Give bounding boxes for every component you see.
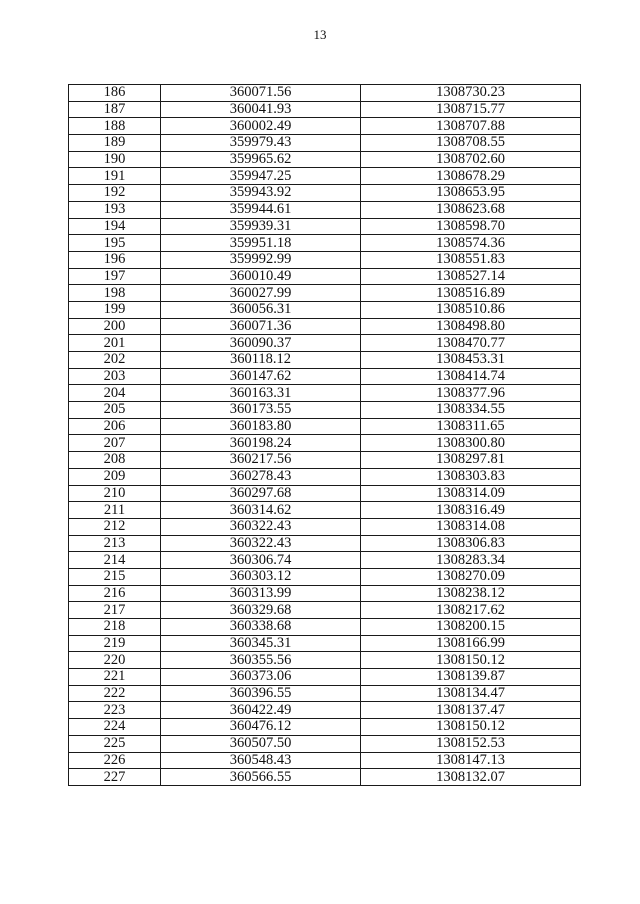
point-number-cell: 203	[69, 368, 161, 385]
y-coordinate-cell: 1308414.74	[361, 368, 581, 385]
x-coordinate-cell: 360507.50	[161, 735, 361, 752]
x-coordinate-cell: 360147.62	[161, 368, 361, 385]
y-coordinate-cell: 1308551.83	[361, 251, 581, 268]
y-coordinate-cell: 1308150.12	[361, 719, 581, 736]
y-coordinate-cell: 1308715.77	[361, 101, 581, 118]
point-number-cell: 223	[69, 702, 161, 719]
point-number-cell: 213	[69, 535, 161, 552]
point-number-cell: 187	[69, 101, 161, 118]
x-coordinate-cell: 360329.68	[161, 602, 361, 619]
x-coordinate-cell: 360198.24	[161, 435, 361, 452]
y-coordinate-cell: 1308200.15	[361, 619, 581, 636]
x-coordinate-cell: 360071.36	[161, 318, 361, 335]
x-coordinate-cell: 360422.49	[161, 702, 361, 719]
x-coordinate-cell: 359939.31	[161, 218, 361, 235]
y-coordinate-cell: 1308453.31	[361, 352, 581, 369]
table-row	[69, 752, 581, 769]
x-coordinate-cell: 360322.43	[161, 535, 361, 552]
point-number-cell: 218	[69, 619, 161, 636]
x-coordinate-cell: 359965.62	[161, 151, 361, 168]
y-coordinate-cell: 1308311.65	[361, 418, 581, 435]
point-number-cell: 219	[69, 635, 161, 652]
x-coordinate-cell: 360355.56	[161, 652, 361, 669]
table-row	[69, 352, 581, 369]
point-number-cell: 194	[69, 218, 161, 235]
y-coordinate-cell: 1308238.12	[361, 585, 581, 602]
y-coordinate-cell: 1308137.47	[361, 702, 581, 719]
table-row	[69, 301, 581, 318]
x-coordinate-cell: 360056.31	[161, 301, 361, 318]
y-coordinate-cell: 1308134.47	[361, 685, 581, 702]
x-coordinate-cell: 359951.18	[161, 235, 361, 252]
y-coordinate-cell: 1308303.83	[361, 468, 581, 485]
x-coordinate-cell: 360173.55	[161, 402, 361, 419]
table-row	[69, 335, 581, 352]
x-coordinate-cell: 360217.56	[161, 452, 361, 469]
x-coordinate-cell: 360313.99	[161, 585, 361, 602]
y-coordinate-cell: 1308300.80	[361, 435, 581, 452]
x-coordinate-cell: 359992.99	[161, 251, 361, 268]
point-number-cell: 189	[69, 135, 161, 152]
table-row	[69, 568, 581, 585]
point-number-cell: 192	[69, 185, 161, 202]
y-coordinate-cell: 1308510.86	[361, 301, 581, 318]
table-row	[69, 502, 581, 519]
point-number-cell: 224	[69, 719, 161, 736]
table-row	[69, 702, 581, 719]
x-coordinate-cell: 360090.37	[161, 335, 361, 352]
point-number-cell: 205	[69, 402, 161, 419]
x-coordinate-cell: 359943.92	[161, 185, 361, 202]
x-coordinate-cell: 360396.55	[161, 685, 361, 702]
table-row	[69, 769, 581, 786]
coordinates-table	[68, 84, 581, 786]
point-number-cell: 200	[69, 318, 161, 335]
y-coordinate-cell: 1308306.83	[361, 535, 581, 552]
y-coordinate-cell: 1308653.95	[361, 185, 581, 202]
x-coordinate-cell: 360297.68	[161, 485, 361, 502]
y-coordinate-cell: 1308598.70	[361, 218, 581, 235]
table-row	[69, 101, 581, 118]
point-number-cell: 197	[69, 268, 161, 285]
y-coordinate-cell: 1308334.55	[361, 402, 581, 419]
x-coordinate-cell: 360306.74	[161, 552, 361, 569]
point-number-cell: 211	[69, 502, 161, 519]
point-number-cell: 208	[69, 452, 161, 469]
point-number-cell: 206	[69, 418, 161, 435]
table-row	[69, 735, 581, 752]
point-number-cell: 207	[69, 435, 161, 452]
y-coordinate-cell: 1308314.09	[361, 485, 581, 502]
point-number-cell: 221	[69, 669, 161, 686]
point-number-cell: 195	[69, 235, 161, 252]
table-row	[69, 235, 581, 252]
point-number-cell: 202	[69, 352, 161, 369]
table-row	[69, 185, 581, 202]
point-number-cell: 212	[69, 518, 161, 535]
point-number-cell: 227	[69, 769, 161, 786]
x-coordinate-cell: 360027.99	[161, 285, 361, 302]
x-coordinate-cell: 360183.80	[161, 418, 361, 435]
point-number-cell: 198	[69, 285, 161, 302]
table-row	[69, 468, 581, 485]
y-coordinate-cell: 1308702.60	[361, 151, 581, 168]
point-number-cell: 209	[69, 468, 161, 485]
y-coordinate-cell: 1308730.23	[361, 85, 581, 102]
table-row	[69, 669, 581, 686]
point-number-cell: 204	[69, 385, 161, 402]
y-coordinate-cell: 1308623.68	[361, 201, 581, 218]
y-coordinate-cell: 1308150.12	[361, 652, 581, 669]
point-number-cell: 190	[69, 151, 161, 168]
table-row	[69, 285, 581, 302]
table-row	[69, 585, 581, 602]
table-row	[69, 251, 581, 268]
table-row	[69, 719, 581, 736]
table-row	[69, 485, 581, 502]
point-number-cell: 201	[69, 335, 161, 352]
table-row	[69, 118, 581, 135]
y-coordinate-cell: 1308217.62	[361, 602, 581, 619]
table-row	[69, 368, 581, 385]
x-coordinate-cell: 360373.06	[161, 669, 361, 686]
x-coordinate-cell: 360002.49	[161, 118, 361, 135]
x-coordinate-cell: 360548.43	[161, 752, 361, 769]
point-number-cell: 216	[69, 585, 161, 602]
x-coordinate-cell: 359979.43	[161, 135, 361, 152]
x-coordinate-cell: 360566.55	[161, 769, 361, 786]
y-coordinate-cell: 1308152.53	[361, 735, 581, 752]
table-row	[69, 318, 581, 335]
x-coordinate-cell: 360163.31	[161, 385, 361, 402]
table-row	[69, 418, 581, 435]
table-row	[69, 635, 581, 652]
point-number-cell: 215	[69, 568, 161, 585]
y-coordinate-cell: 1308678.29	[361, 168, 581, 185]
table-row	[69, 619, 581, 636]
y-coordinate-cell: 1308498.80	[361, 318, 581, 335]
x-coordinate-cell: 360322.43	[161, 518, 361, 535]
y-coordinate-cell: 1308139.87	[361, 669, 581, 686]
table-row	[69, 168, 581, 185]
point-number-cell: 210	[69, 485, 161, 502]
table-row	[69, 268, 581, 285]
x-coordinate-cell: 360118.12	[161, 352, 361, 369]
table-row	[69, 652, 581, 669]
y-coordinate-cell: 1308708.55	[361, 135, 581, 152]
y-coordinate-cell: 1308316.49	[361, 502, 581, 519]
y-coordinate-cell: 1308314.08	[361, 518, 581, 535]
y-coordinate-cell: 1308707.88	[361, 118, 581, 135]
x-coordinate-cell: 359947.25	[161, 168, 361, 185]
table-row	[69, 602, 581, 619]
table-row	[69, 385, 581, 402]
table-row	[69, 452, 581, 469]
table-row	[69, 552, 581, 569]
point-number-cell: 199	[69, 301, 161, 318]
x-coordinate-cell: 359944.61	[161, 201, 361, 218]
table-row	[69, 218, 581, 235]
page-number: 13	[313, 27, 327, 42]
y-coordinate-cell: 1308283.34	[361, 552, 581, 569]
y-coordinate-cell: 1308166.99	[361, 635, 581, 652]
x-coordinate-cell: 360338.68	[161, 619, 361, 636]
point-number-cell: 220	[69, 652, 161, 669]
point-number-cell: 188	[69, 118, 161, 135]
table-row	[69, 151, 581, 168]
point-number-cell: 222	[69, 685, 161, 702]
x-coordinate-cell: 360071.56	[161, 85, 361, 102]
point-number-cell: 226	[69, 752, 161, 769]
y-coordinate-cell: 1308147.13	[361, 752, 581, 769]
y-coordinate-cell: 1308470.77	[361, 335, 581, 352]
point-number-cell: 191	[69, 168, 161, 185]
table-row	[69, 435, 581, 452]
y-coordinate-cell: 1308270.09	[361, 568, 581, 585]
y-coordinate-cell: 1308132.07	[361, 769, 581, 786]
x-coordinate-cell: 360314.62	[161, 502, 361, 519]
table-row	[69, 201, 581, 218]
x-coordinate-cell: 360345.31	[161, 635, 361, 652]
point-number-cell: 214	[69, 552, 161, 569]
x-coordinate-cell: 360303.12	[161, 568, 361, 585]
point-number-cell: 193	[69, 201, 161, 218]
point-number-cell: 225	[69, 735, 161, 752]
coordinates-table-body	[69, 85, 581, 786]
point-number-cell: 217	[69, 602, 161, 619]
table-row	[69, 85, 581, 102]
y-coordinate-cell: 1308297.81	[361, 452, 581, 469]
y-coordinate-cell: 1308574.36	[361, 235, 581, 252]
x-coordinate-cell: 360278.43	[161, 468, 361, 485]
x-coordinate-cell: 360041.93	[161, 101, 361, 118]
point-number-cell: 196	[69, 251, 161, 268]
point-number-cell: 186	[69, 85, 161, 102]
table-row	[69, 402, 581, 419]
table-row	[69, 685, 581, 702]
table-row	[69, 535, 581, 552]
y-coordinate-cell: 1308516.89	[361, 285, 581, 302]
x-coordinate-cell: 360010.49	[161, 268, 361, 285]
table-row	[69, 135, 581, 152]
y-coordinate-cell: 1308377.96	[361, 385, 581, 402]
y-coordinate-cell: 1308527.14	[361, 268, 581, 285]
table-row	[69, 518, 581, 535]
x-coordinate-cell: 360476.12	[161, 719, 361, 736]
